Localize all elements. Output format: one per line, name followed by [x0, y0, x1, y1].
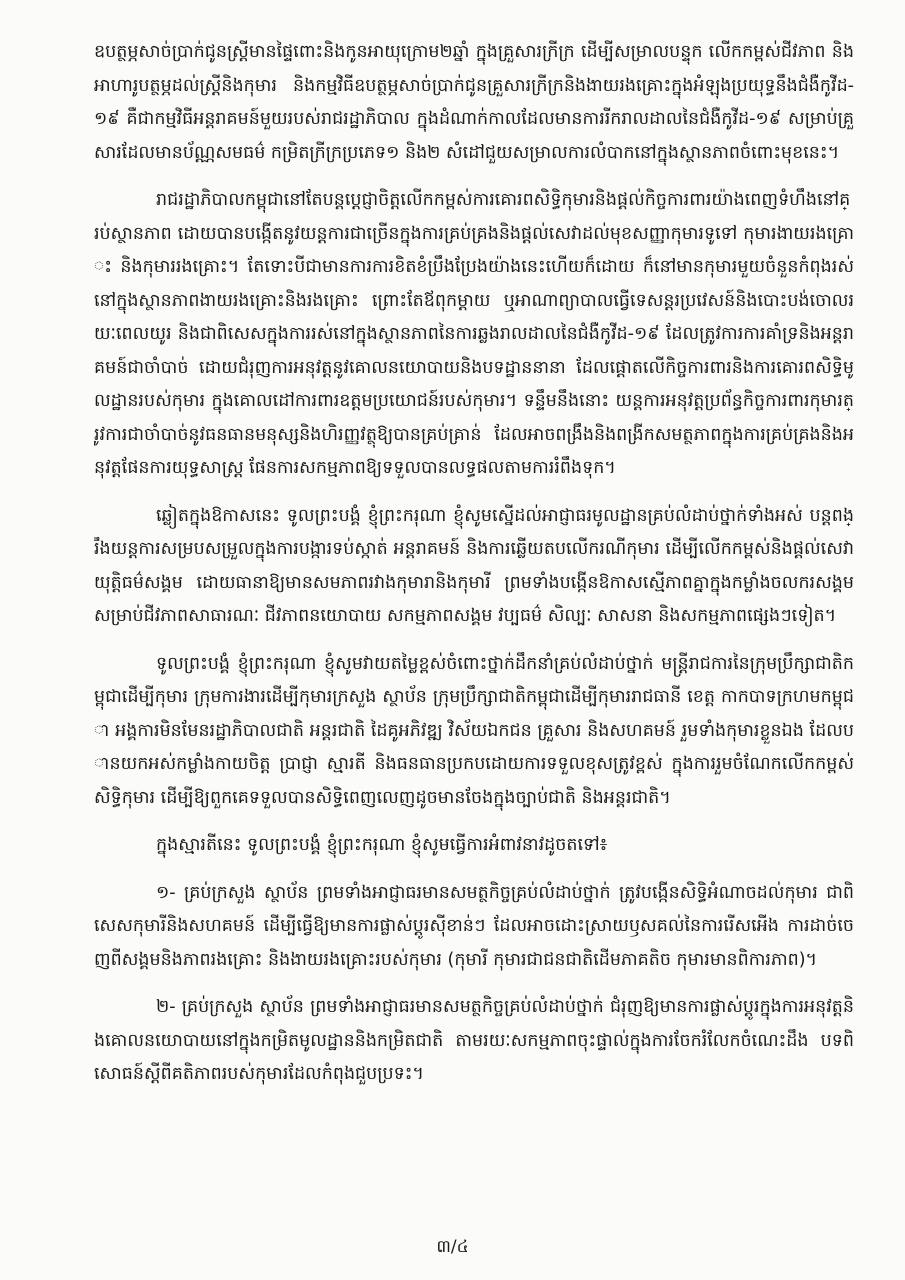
body-paragraph-3: ឆ្លៀតក្នុងឱកាសនេះ ទូលព្រះបង្គំ ខ្ញុំព្រះករុណា ខ្ញុំសូមស្នើដល់អាជ្ញាធរមូលដ្ឋានគ្រប់លំដាប់ថ្នាក់ទាំងអស់ បន្តពង្រឹងយន្តការសម្របសម្រួលក្នុងការបង្ការទប់ស្កាត់ អន្តរាគមន៍ និងការឆ្លើយតបលើករណីកុមារ ដើម្បីលើកកម្ពស់និងផ្តល់សេវាយុត្តិធម៌សង្គម ដោយធានាឱ្យមានសមភាពរវាងកុមារានិងកុមារី ព្រមទាំងបង្កើនឱកាសស្មើភាពគ្នាក្នុងកម្លាំងចលករសង្គម សម្រាប់ជីវភាពសាធារណៈ ជីវភាពនយោបាយ សកម្មភាពសង្គម វប្បធម៌ សិល្បៈ សាសនា និងសកម្មភាពផ្សេងៗទៀត។ — [94, 505, 854, 626]
page-number: ៣/៤ — [436, 1237, 469, 1257]
numbered-item-1: ១- គ្រប់ក្រសួង ស្ថាប័ន ព្រមទាំងអាជ្ញាធរមានសមត្ថកិច្ចគ្រប់លំដាប់ថ្នាក់ ត្រូវបង្កើនសិទ្ធិអំណាចដល់កុមារ ជាពិសេសកុមារីនិងសហគមន៍ ដើម្បីធ្វើឱ្យមានការផ្លាស់ប្តូរស៊ីខាន់ៗ ដែលអាចដោះស្រាយឫសគល់នៃការរើសអើង ការដាច់ចេញពីសង្គមនិងភាពរងគ្រោះ និងងាយរងគ្រោះរបស់កុមារ (កុមារី កុមារជាជនជាតិដើមភាគតិច កុមារមានពិការភាព)។ — [94, 882, 854, 970]
document-page — [94, 36, 854, 1236]
body-paragraph-1: ឧបត្ថម្ភសាច់ប្រាក់ជូនស្ត្រីមានផ្ទៃពោះនិងកូនអាយុក្រោម២ឆ្នាំ ក្នុងគ្រួសារក្រីក្រ ដើម្បីសម្រាលបន្ទុក លើកកម្ពស់ជីវភាព និងអាហារូបត្ថម្ភដល់ស្ត្រីនិងកុមារ និងកម្មវិធីឧបត្ថម្ភសាច់ប្រាក់ជូនគ្រួសារក្រីក្រនិងងាយរងគ្រោះក្នុងអំឡុងប្រយុទ្ធនឹងជំងឺកូវីដ-១៩ គឺជាកម្មវិធីអន្តរាគមន៍មួយរបស់រាជរដ្ឋាភិបាល ក្នុងដំណាក់កាលដែលមានការរីករាលដាលនៃជំងឺកូវីដ-១៩ សម្រាប់គ្រួសារដែលមានប័ណ្ណសមធម៌ កម្រិតក្រីក្រប្រភេទ១ និង២ សំដៅជួយសម្រាលការលំបាកនៅក្នុងស្ថានភាពចំពោះមុខនេះ។ — [94, 42, 854, 163]
numbered-item-2: ២- គ្រប់ក្រសួង ស្ថាប័ន ព្រមទាំងអាជ្ញាធរមានសមត្ថកិច្ចគ្រប់លំដាប់ថ្នាក់ ជំរុញឱ្យមានការផ្លាស់ប្តូរក្នុងការអនុវត្តនិងគោលនយោបាយនៅក្នុងកម្រិតមូលដ្ឋាននិងកម្រិតជាតិ តាមរយៈសកម្មភាពចុះផ្ទាល់ក្នុងការចែករំលែកចំណេះដឹង បទពិសោធន៍ស្តីពីគតិភាពរបស់កុមារដែលកំពុងជួបប្រទះ។ — [94, 997, 854, 1084]
body-paragraph-4: ទូលព្រះបង្គំ ខ្ញុំព្រះករុណា ខ្ញុំសូមវាយតម្លៃខ្ពស់ចំពោះថ្នាក់ដឹកនាំគ្រប់លំដាប់ថ្នាក់ មន្ត្រីរាជការនៃក្រុមប្រឹក្សាជាតិកម្ពុជាដើម្បីកុមារ ក្រុមការងារដើម្បីកុមារក្រសួង ស្ថាប័ន ក្រុមប្រឹក្សាជាតិកម្ពុជាដើម្បីកុមាររាជធានី ខេត្ត កាកបាទក្រហមកម្ពុជា អង្គការមិនមែនរដ្ឋាភិបាលជាតិ អន្តរជាតិ ដៃគូអភិវឌ្ឍ វិស័យឯកជន គ្រួសារ និងសហគមន៍ រួមទាំងកុមារខ្លួនឯង ដែលបានយកអស់កម្លាំងកាយចិត្ត ប្រាជ្ញា ស្មារតី និងធនធានប្រកបដោយការទទួលខុសត្រូវខ្ពស់ ក្នុងការរួមចំណែកលើកកម្ពស់សិទ្ធិកុមារ ដើម្បីឱ្យពួកគេទទួលបានសិទ្ធិពេញលេញដូចមានចែងក្នុងច្បាប់ជាតិ និងអន្តរជាតិ។ — [94, 653, 854, 808]
body-paragraph-5: ក្នុងស្មារតីនេះ ទូលព្រះបង្គំ ខ្ញុំព្រះករុណា ខ្ញុំសូមធ្វើការអំពាវនាវដូចតទៅ៖ — [156, 835, 608, 855]
body-paragraph-2: រាជរដ្ឋាភិបាលកម្ពុជានៅតែបន្តប្តេជ្ញាចិត្តលើកកម្ពស់ការគោរពសិទ្ធិកុមារនិងផ្តល់កិច្ចការពារយ៉ាងពេញទំហឹងនៅគ្រប់ស្ថានភាព ដោយបានបង្កើតនូវយន្តការជាច្រើនក្នុងការគ្រប់គ្រងនិងផ្តល់សេវាដល់មុខសញ្ញាកុមារទូទៅ កុមារងាយរងគ្រោះ និងកុមាររងគ្រោះ។ តែទោះបីជាមានការការខិតខំប្រឹងប្រែងយ៉ាងនេះហើយក៏ដោយ ក៏នៅមានកុមារមួយចំនួនកំពុងរស់នៅក្នុងស្ថានភាពងាយរងគ្រោះនិងរងគ្រោះ ព្រោះតែឪពុកម្ដាយ ឬអាណាព្យាបាលធ្វើទេសន្តរប្រវេសន៍និងបោះបង់ចោលរយៈពេលយូរ និងជាពិសេសក្នុងការរស់នៅក្នុងស្ថានភាពនៃការឆ្លងរាលដាលនៃជំងឺកូវីដ-១៩ ដែលត្រូវការការគាំទ្រនិងអន្តរាគមន៍ជាចាំបាច់ ដោយជំរុញការអនុវត្តនូវគោលនយោបាយនិងបទដ្ឋាននានា ដែលផ្តោតលើកិច្ចការពារនិងការគោរពសិទ្ធិមូលដ្ឋានរបស់កុមារ ក្នុងគោលដៅការពារឧត្តមប្រយោជន៍របស់កុមារ។ ទន្ទឹមនឹងនោះ យន្តការអនុវត្តប្រព័ន្ធកិច្ចការពារកុមារត្រូវការជាចាំបាច់នូវធនធានមនុស្សនិងហិរញ្ញវត្ថុឱ្យបានគ្រប់គ្រាន់ ដែលអាចពង្រឹងនិងពង្រីកសមត្ថភាពក្នុងការគ្រប់គ្រងនិងអនុវត្តផែនការយុទ្ធសាស្ត្រ ផែនការសកម្មភាពឱ្យទទួលបានលទ្ធផលតាមការរំពឹងទុក។ — [94, 190, 854, 478]
